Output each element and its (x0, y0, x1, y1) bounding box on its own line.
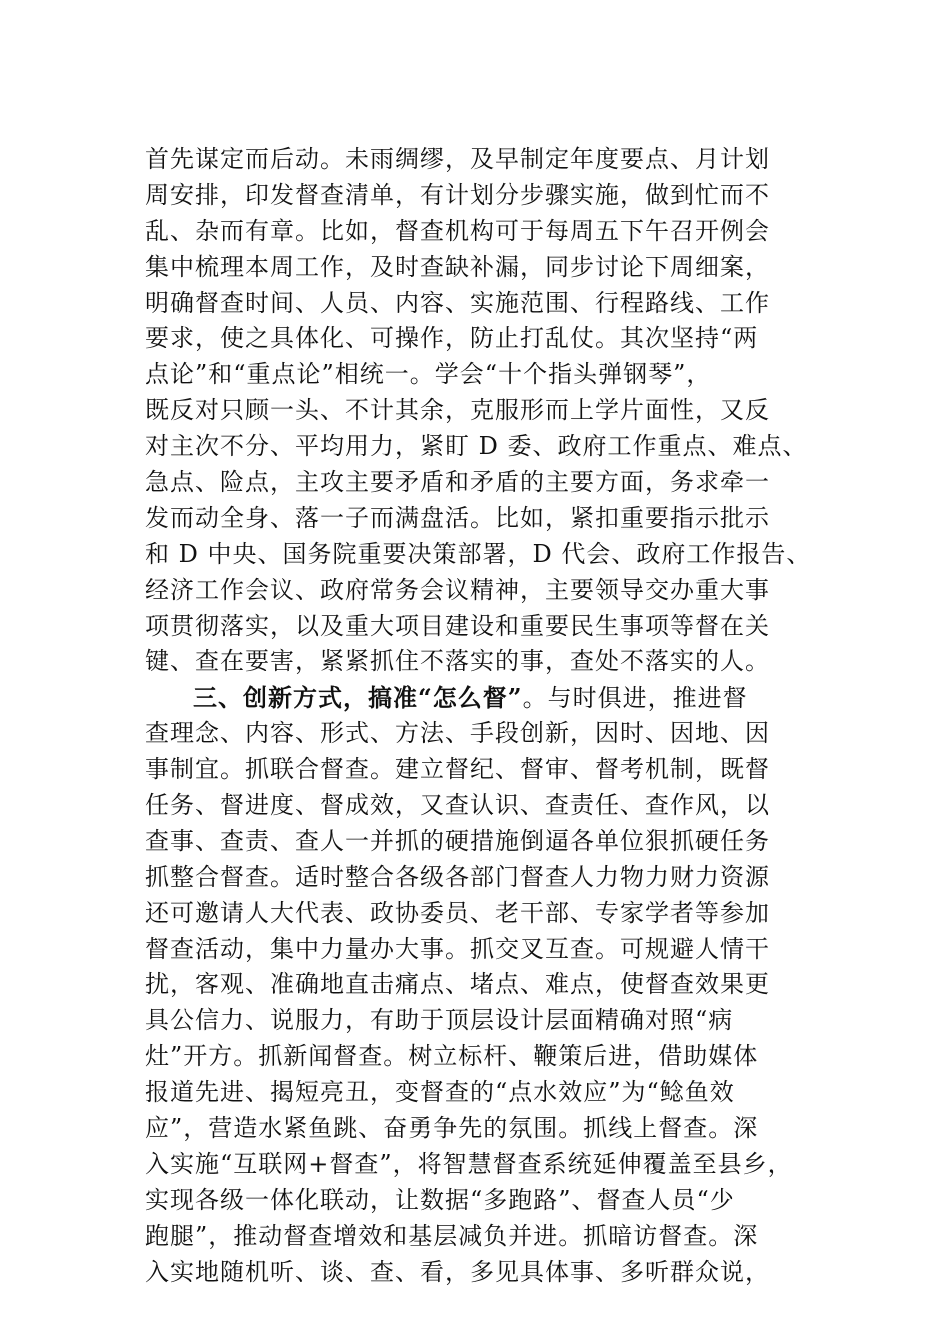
text-line: 跑腿”，推动督查增效和基层减负并进。抓暗访督查。深 (145, 1221, 759, 1250)
section-3-heading: 三、创新方式，搞准“怎么督” (193, 683, 523, 713)
text-line: 还可邀请人大代表、政协委员、老干部、专家学者等参加 (145, 898, 770, 927)
text-line: 键、查在要害，紧紧抓住不落实的事，查处不落实的人。 (145, 647, 770, 676)
text-line: 首先谋定而后动。未雨绸缪，及早制定年度要点、月计划 (145, 145, 770, 173)
text-line: 发而动全身、落一子而满盘活。比如，紧扣重要指示批示 (145, 503, 770, 532)
text-line: 要求，使之具体化、可操作，防止打乱仗。其次坚持“两 (145, 324, 759, 353)
text-line: 查理念、内容、形式、方法、手段创新，因时、因地、因 (145, 719, 770, 748)
text-line: 应”，营造水紧鱼跳、奋勇争先的氛围。抓线上督查。深 (145, 1114, 759, 1143)
text-line: 入实地随机听、谈、查、看，多见具体事、多听群众说， (145, 1257, 770, 1286)
text-line: 明确督查时间、人员、内容、实施范围、行程路线、工作 (145, 288, 770, 317)
text-line: 报道先进、揭短亮丑，变督查的“点水效应”为“鲶鱼效 (145, 1078, 735, 1107)
text-line: 抓整合督查。适时整合各级各部门督查人力物力财力资源 (145, 862, 770, 891)
section-3-paragraph-start (145, 680, 845, 716)
text-line: 督查活动，集中力量办大事。抓交叉互查。可规避人情干 (145, 934, 770, 963)
text-line: 集中梳理本周工作，及时查缺补漏，同步讨论下周细案， (145, 252, 770, 281)
text-line: 具公信力、说服力，有助于顶层设计层面精确对照“病 (145, 1006, 734, 1035)
text-line: 事制宜。抓联合督查。建立督纪、督审、督考机制，既督 (145, 755, 770, 784)
text-line: 和 D 中央、国务院重要决策部署，D 代会、政府工作报告、 (145, 539, 812, 568)
text-line: 周安排，印发督查清单，有计划分步骤实施，做到忙而不 (145, 180, 770, 209)
text-line: 急点、险点，主攻主要矛盾和矛盾的主要方面，务求牵一 (145, 468, 770, 497)
body-text (145, 142, 845, 1291)
text-line: 对主次不分、平均用力，紧盯 D 委、政府工作重点、难点、 (145, 432, 808, 461)
text-line: 点论”和“重点论”相统一。学会“十个指头弹钢琴”， (145, 360, 712, 389)
text-line: 灶”开方。抓新闻督查。树立标杆、鞭策后进，借助媒体 (145, 1042, 759, 1071)
text-line: 既反对只顾一头、不计其余，克服形而上学片面性，又反 (145, 396, 770, 425)
text-line: 入实施“互联网+督查”，将智慧督查系统延伸覆盖至县乡， (145, 1149, 793, 1178)
text-line: 任务、督进度、督成效，又查认识、查责任、查作风，以 (145, 791, 770, 820)
text-line: 乱、杂而有章。比如，督查机构可于每周五下午召开例会 (145, 216, 770, 245)
text-line: 实现各级一体化联动，让数据“多跑路”、督查人员“少 (145, 1185, 735, 1214)
text-line: 经济工作会议、政府常务会议精神，主要领导交办重大事 (145, 575, 770, 604)
text-line: 扰，客观、准确地直击痛点、堵点、难点，使督查效果更 (145, 970, 770, 999)
text-line: 项贯彻落实，以及重大项目建设和重要民生事项等督在关 (145, 611, 770, 640)
section-3-heading-tail: 。与时俱进，推进督 (522, 684, 748, 713)
text-line: 查事、查责、查人一并抓的硬措施倒逼各单位狠抓硬任务 (145, 826, 770, 855)
